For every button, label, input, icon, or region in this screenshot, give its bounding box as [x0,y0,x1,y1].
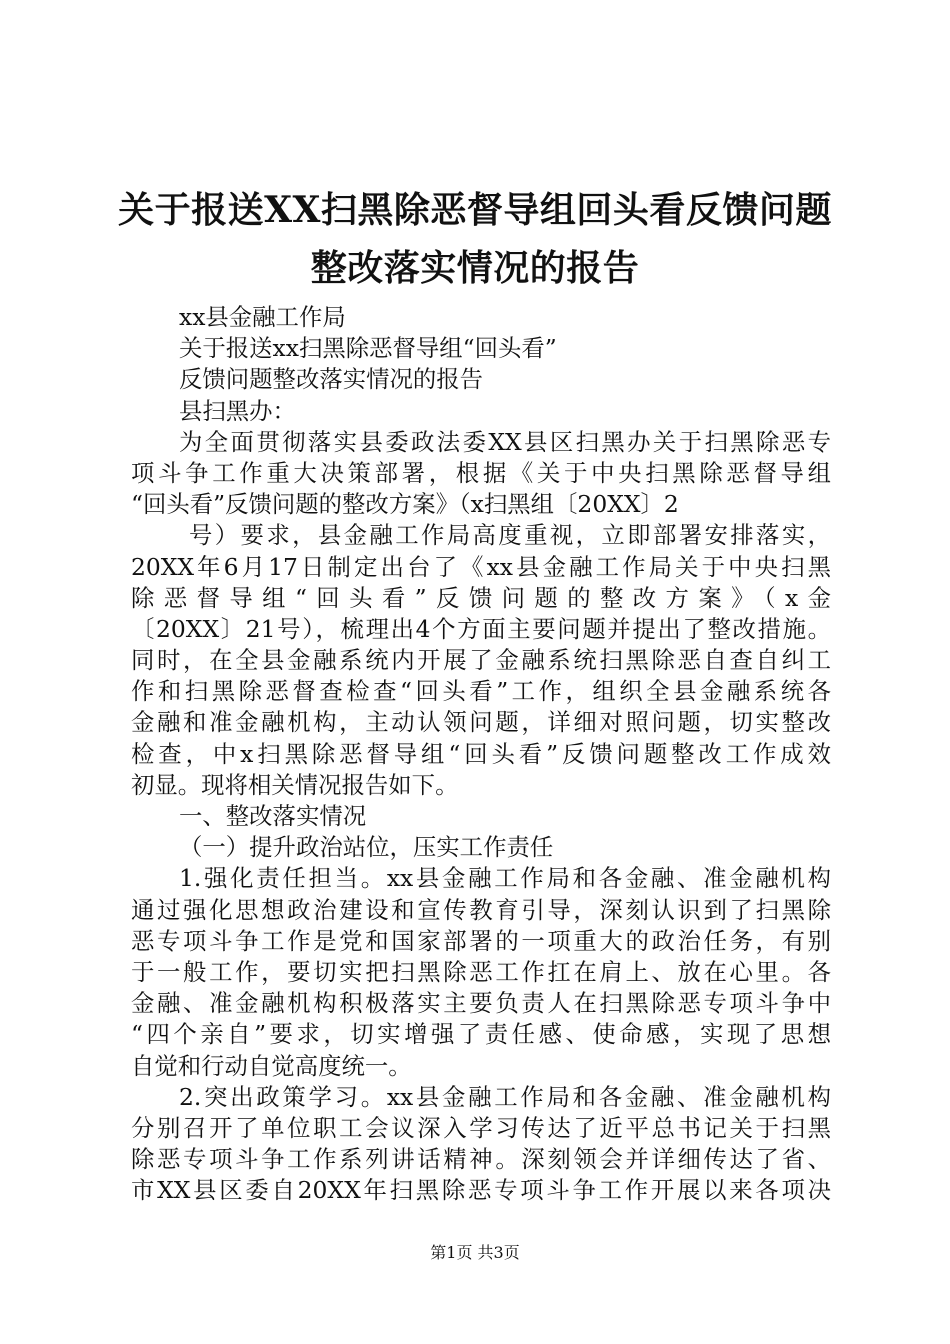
subtitle-line-2: 反馈问题整改落实情况的报告 [179,365,484,394]
body-line: 为全面贯彻落实县委政法委XX县区扫黑办关于扫黑除恶专 [179,427,831,456]
body-line: 于一般工作，要切实把扫黑除恶工作扛在肩上、放在心里。各 [131,957,831,986]
body-line: 1.强化责任担当。xx县金融工作局和各金融、准金融机构 [179,864,831,893]
page-footer: 第1页 共3页 [430,1243,520,1262]
body-line: 项斗争工作重大决策部署，根据《关于中央扫黑除恶督导组 [131,458,831,487]
body-line: 同时，在全县金融系统内开展了金融系统扫黑除恶自查自纠工 [131,646,831,675]
body-line: 2.突出政策学习。xx县金融工作局和各金融、准金融机构 [179,1082,831,1111]
body-line: 检查，中x扫黑除恶督导组“回头看”反馈问题整改工作成效 [131,739,831,768]
subtitle-line-1: 关于报送xx扫黑除恶督导组“回头看” [179,334,557,363]
body-line: 初显。现将相关情况报告如下。 [131,770,459,799]
body-line: 金融、准金融机构积极落实主要负责人在扫黑除恶专项斗争中 [131,989,831,1018]
body-line: 分别召开了单位职工会议深入学习传达了近平总书记关于扫黑 [131,1113,831,1142]
body-line: 除恶专项斗争工作系列讲话精神。深刻领会并详细传达了省、 [131,1145,831,1174]
document-title-line-2: 整改落实情况的报告 [310,247,640,289]
body-line: 除恶督导组“回头看”反馈问题的整改方案》（x金 [131,583,831,612]
body-line: 号）要求，县金融工作局高度重视，立即部署安排落实， [189,521,831,550]
document-body [131,302,831,1206]
body-line: 恶专项斗争工作是党和国家部署的一项重大的政治任务，有别 [131,926,831,955]
body-line: “回头看”反馈问题的整改方案》（x扫黑组〔20XX〕2 [131,490,679,519]
body-line: 20XX年6月17日制定出台了《xx县金融工作局关于中央扫黑 [131,552,831,581]
body-line: 自觉和行动自觉高度统一。 [131,1051,412,1080]
body-line: 通过强化思想政治建设和宣传教育引导，深刻认识到了扫黑除 [131,895,831,924]
body-line: “四个亲自”要求，切实增强了责任感、使命感，实现了思想 [131,1020,831,1049]
body-line: 金融和准金融机构，主动认领问题，详细对照问题，切实整改 [131,708,831,737]
section-heading: 一、整改落实情况 [179,802,367,830]
issuer-line: xx县金融工作局 [179,303,346,331]
body-line: 市XX县区委自20XX年扫黑除恶专项斗争工作开展以来各项决 [131,1176,831,1205]
body-line: 作和扫黑除恶督查检查“回头看”工作，组织全县金融系统各 [131,677,831,706]
recipient-line: 县扫黑办： [179,396,296,425]
subsection-heading: （一）提升政治站位，压实工作责任 [179,833,554,862]
document-title-line-1: 关于报送XX扫黑除恶督导组回头看反馈问题 [118,189,832,231]
body-line: 〔20XX〕21号），梳理出4个方面主要问题并提出了整改措施。 [131,614,831,643]
